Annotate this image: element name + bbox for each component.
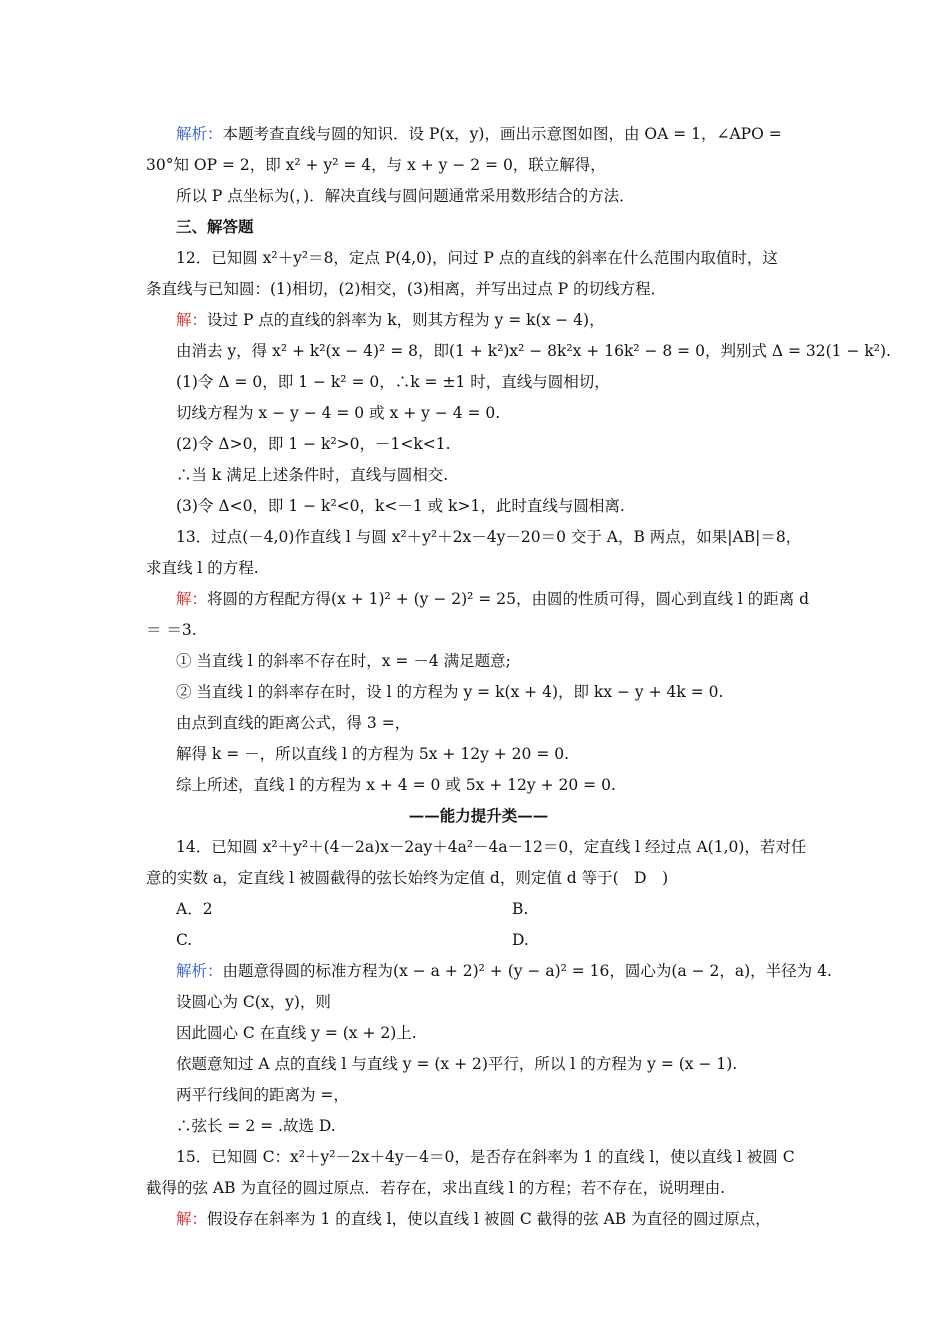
section-heading: 三、解答题 bbox=[176, 217, 254, 236]
text-line: 所以 P 点坐标为(，)．解决直线与圆问题通常采用数形结合的方法． bbox=[176, 187, 635, 205]
option-d: D. bbox=[512, 931, 529, 949]
text-line: 综上所述，直线 l 的方程为 x + 4 = 0 或 5x + 12y + 20 = 0. bbox=[176, 776, 616, 794]
text-line: 设圆心为 C(x，y)，则 bbox=[176, 993, 331, 1011]
text-line: 切线方程为 x − y − 4 = 0 或 x + y − 4 = 0. bbox=[176, 404, 501, 422]
text-line: 由消去 y，得 x² + k²(x − 4)² = 8，即(1 + k²)x² − 8k²x + 16k² − 8 = 0，判别式 Δ = 32(1 − k²). bbox=[176, 342, 891, 360]
text-line: ∴当 k 满足上述条件时，直线与圆相交. bbox=[176, 466, 449, 484]
solution-label: 解： bbox=[176, 1210, 208, 1228]
text-line: 因此圆心 C 在直线 y = (x + 2)上. bbox=[176, 1024, 417, 1042]
analysis-line: 解析：由题意得圆的标准方程为(x − a + 2)² + (y − a)² = 16，圆心为(a − 2，a)，半径为 4. bbox=[176, 962, 832, 980]
question-12: 12．已知圆 x²＋y²＝8，定点 P(4,0)，问过 P 点的直线的斜率在什么范围内取值时，这 bbox=[176, 249, 778, 267]
question-15: 15．已知圆 C：x²＋y²－2x＋4y－4＝0，是否存在斜率为 1 的直线 l，使以直线 l 被圆 C bbox=[176, 1148, 795, 1166]
text-line: (1)令 Δ = 0，即 1 − k² = 0，∴k = ±1 时，直线与圆相切， bbox=[176, 373, 610, 391]
text-line: ② 当直线 l 的斜率存在时，设 l 的方程为 y = k(x + 4)，即 kx − y + 4k = 0. bbox=[176, 683, 724, 701]
text-line: 两平行线间的距离为 =， bbox=[176, 1086, 349, 1104]
text-line: (3)令 Δ<0，即 1 − k²<0，k<－1 或 k>1，此时直线与圆相离. bbox=[176, 497, 625, 515]
solution-line: 解：设过 P 点的直线的斜率为 k，则其方程为 y = k(x − 4)， bbox=[176, 311, 605, 329]
analysis-line: 解析：本题考查直线与圆的知识．设 P(x，y)，画出示意图如图，由 OA = 1，∠APO = bbox=[176, 125, 782, 143]
option-a: A．2 bbox=[176, 900, 213, 918]
text-line: ∴弦长 = 2 = .故选 D. bbox=[176, 1117, 336, 1135]
analysis-label: 解析： bbox=[176, 125, 223, 143]
question-13: 13．过点(－4,0)作直线 l 与圆 x²＋y²＋2x－4y－20＝0 交于 A，B 两点，如果|AB|＝8， bbox=[176, 528, 802, 546]
text-line: 条直线与已知圆：(1)相切，(2)相交，(3)相离，并写出过点 P 的切线方程． bbox=[146, 280, 667, 298]
text-line: 截得的弦 AB 为直径的圆过原点．若存在，求出直线 l 的方程；若不存在，说明理由. bbox=[146, 1179, 726, 1197]
text-line: 意的实数 a，定直线 l 被圆截得的弦长始终为定值 d，则定值 d 等于( D ) bbox=[146, 869, 669, 887]
text-line: 30°知 OP = 2，即 x² + y² = 4，与 x + y − 2 = 0，联立解得， bbox=[146, 156, 606, 174]
question-14: 14．已知圆 x²＋y²＋(4－2a)x－2ay＋4a²－4a－12＝0，定直线 l 经过点 A(1,0)，若对任 bbox=[176, 838, 807, 856]
analysis-label: 解析： bbox=[176, 962, 223, 980]
text-line: 求直线 l 的方程. bbox=[146, 559, 259, 577]
option-c: C. bbox=[176, 931, 193, 949]
text-line: (2)令 Δ>0，即 1 − k²>0，－1<k<1. bbox=[176, 435, 451, 453]
section-divider: ——能力提升类—— bbox=[408, 806, 549, 825]
text-line: ＝ ＝3. bbox=[146, 621, 197, 639]
solution-line: 解：假设存在斜率为 1 的直线 l，使以直线 l 被圆 C 截得的弦 AB 为直径的圆过原点， bbox=[176, 1210, 771, 1228]
text-line: 解得 k = －，所以直线 l 的方程为 5x + 12y + 20 = 0. bbox=[176, 745, 570, 763]
option-b: B. bbox=[512, 900, 529, 918]
text-line: 由点到直线的距离公式，得 3 =， bbox=[176, 714, 411, 732]
solution-label: 解： bbox=[176, 590, 208, 608]
text-line: ① 当直线 l 的斜率不存在时，x = －4 满足题意; bbox=[176, 652, 511, 670]
text-line: 依题意知过 A 点的直线 l 与直线 y = (x + 2)平行，所以 l 的方程为 y = (x − 1). bbox=[176, 1055, 738, 1073]
solution-label: 解： bbox=[176, 311, 208, 329]
solution-line: 解：将圆的方程配方得(x + 1)² + (y − 2)² = 25，由圆的性质可得，圆心到直线 l 的距离 d bbox=[176, 590, 810, 608]
